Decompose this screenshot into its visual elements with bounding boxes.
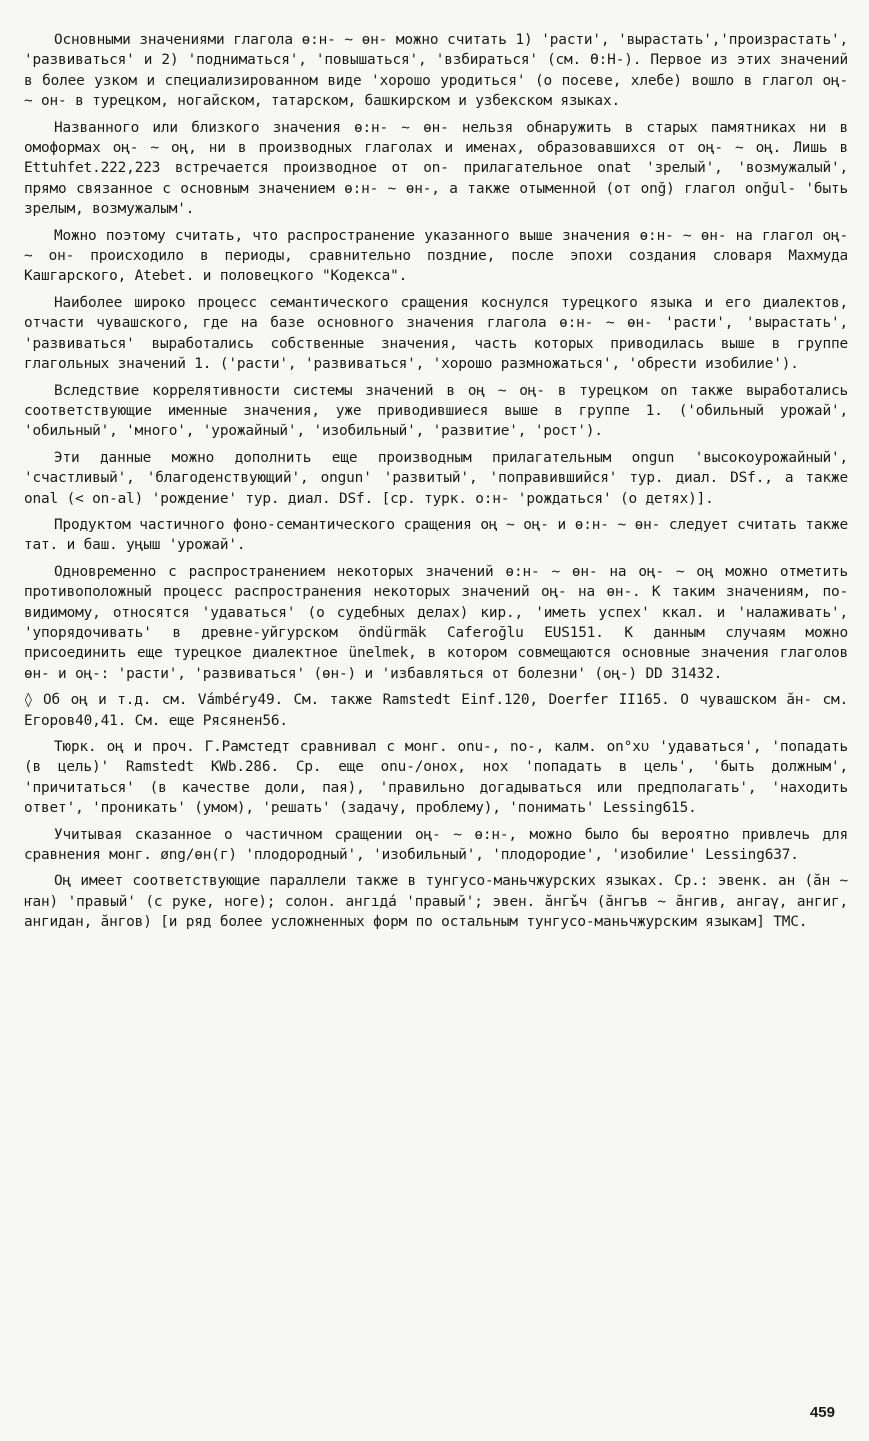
note-ramstedt: Тюрк. оң и проч. Г.Рамстедт сравнивал с монг. onu-, no-, калм. on°xᴜ 'удаваться', 'попадать (в цель)' Ramstedt KWb.286. Ср. еще onu-/онох, нох 'попадать в цель', 'быть должным', 'причитаться' (в качестве доли, пая), 'правильно догадываться или предполагать', 'находить ответ', 'проникать' (умом), 'решать' (задачу, проблему), 'понимать' Lessing615. (24, 739, 848, 817)
main-text (24, 30, 848, 939)
paragraph-5: Вследствие коррелятивности системы значений в оң ~ оң- в турецком on также выработались соответствующие именные значения, уже приводившиеся выше в группе 1. ('обильный урожай', 'обильный', 'много', 'урожайный', 'изобильный', 'развитие', 'рост'). (24, 382, 848, 440)
paragraph-8: Одновременно с распространением некоторых значений ө:н- ~ өн- на оң- ~ оң можно отметить противоположный процесс распространения некоторых значений оң- на өн-. К таким значениям, по-видимому, относятся 'удаваться' (о судебных делах) кир., 'иметь успех' ккал. и 'налаживать', 'упорядочивать' в древне-уйгурском öndürmäk Caferoğlu EUS151. К данным случаям можно присоединить еще турецкое диалектное ünelmek, в котором совмещаются основные значения глаголов өн- и оң-: 'расти', 'развиваться' (өн-) и 'избавляться от болезни' (оң-) DD 31432. (24, 563, 848, 682)
note-references: ◊ Об оң и т.д. см. Vámbéry49. См. также Ramstedt Einf.120, Doerfer II165. О чувашском ăн- см. Егоров40,41. См. еще Рясянен56. (24, 692, 848, 729)
paragraph-4: Наиболее широко процесс семантического сращения коснулся турецкого языка и его диалектов, отчасти чувашского, где на базе основного значения глагола ө:н- ~ өн- 'расти', 'вырастать', 'развиваться' выработались собственные значения, часть которых приводилась выше в группе глагольных значений 1. ('расти', 'развиваться', 'хорошо размножаться', 'обрести изобилие'). (24, 294, 848, 373)
paragraph-3: Можно поэтому считать, что распространение указанного выше значения ө:н- ~ өн- на глагол оң- ~ он- происходило в периоды, сравнительно поздние, после эпохи создания словаря Махмуда Кашгарского, Atebet. и половецкого "Кодекса". (24, 227, 848, 285)
paragraph-7: Продуктом частичного фоно-семантического сращения оң ~ оң- и ө:н- ~ өн- следует считать также тат. и баш. уңыш 'урожай'. (24, 516, 848, 554)
paragraph-2: Названного или близкого значения ө:н- ~ өн- нельзя обнаружить в старых памятниках ни в омоформах оң- ~ оң, ни в производных глаголах и именах, образовавшихся от оң- ~ оң. Лишь в Ettuhfet.222,223 встречается производное от оn- прилагательное оnat 'зрелый', 'возмужалый', прямо связанное с основным значением ө:н- ~ өн-, а также отыменной (от оnğ) глагол оnğul- 'быть зрелым, возмужалым'. (24, 119, 848, 218)
paragraph-6: Эти данные можно дополнить еще производным прилагательным ongun 'высокоурожайный', 'счастливый', 'благоденствующий', ongun' 'развитый', 'поправившийся' тур. диал. DSf., а также onal (< on-al) 'рождение' тур. диал. DSf. [ср. турк. о:н- 'рождаться' (о детях)]. (24, 449, 848, 507)
note-mongolian: Учитывая сказанное о частичном сращении оң- ~ ө:н-, можно было бы вероятно привлечь для сравнения монг. øng/өн(г) 'плодородный', 'изобильный', 'плодородие', 'изобилие' Lessing637. (24, 826, 848, 864)
note-tungus: Оң имеет соответствующие параллели также в тунгусо-маньчжурских языках. Ср.: эвенк. ан (ăн ~ ҥан) 'правый' (с руке, ноге); солон. ангıда́ 'правый'; эвен. ăнгъ̌ч (ăнгъв ~ ăнгив, ангаγ, ангиг, ангидан, ăнгов) [и ряд более усложненных форм по остальным тунгусо-маньчжурским языкам] ТМС. (24, 873, 848, 931)
paragraph-1: Основными значениями глагола ө:н- ~ өн- можно считать 1) 'расти', 'вырастать','произрастать', 'развиваться' и 2) 'подниматься', 'повышаться', 'взбираться' (см. Ө:Н-). Первое из этих значений в более узком и специализированном виде 'хорошо уродиться' (о посеве, хлебе) вошло в глагол оң- ~ он- в турецком, ногайском, татарском, башкирском и узбекском языках. (24, 32, 848, 110)
page-number: 459 (809, 1404, 835, 1421)
